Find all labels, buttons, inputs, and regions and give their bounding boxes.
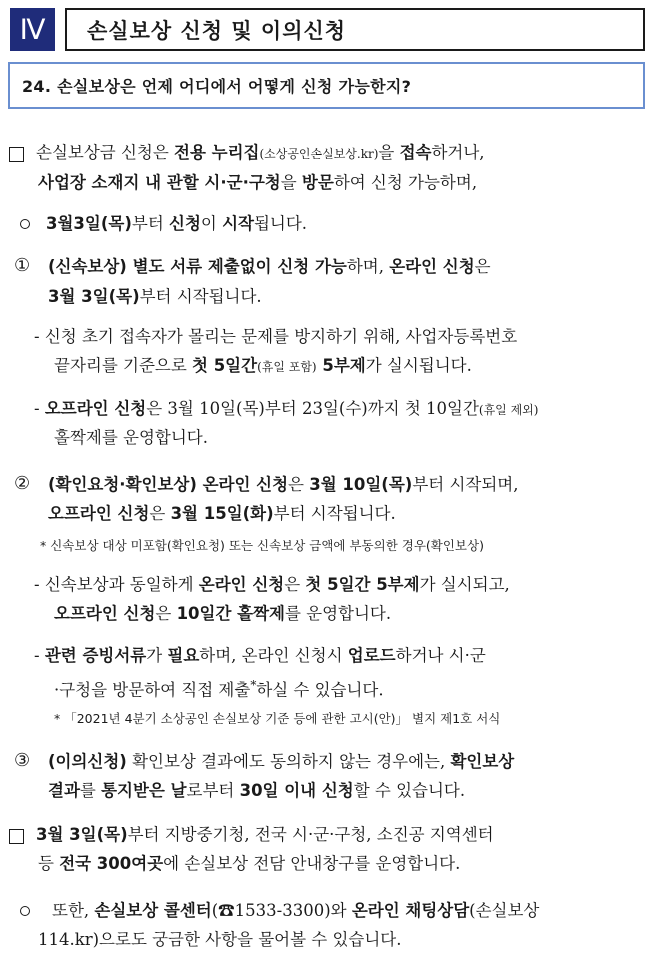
final-line2: 114.kr)으로도 궁금한 사항을 물어볼 수 있습니다. [38, 930, 402, 949]
section1-line2: 사업장 소재지 내 관할 시·군·구청을 방문하여 신청 가능하며, [38, 173, 478, 192]
item1-detail2-line2: 홀짝제를 운영합니다. [54, 428, 208, 447]
item3-line1: (이의신청) 확인보상 결과에도 동의하지 않는 경우에는, 확인보상 [48, 752, 515, 771]
item2-note2: * 「2021년 4분기 소상공인 손실보상 기준 등에 관한 고시(안)」 별지 제1호 서식 [54, 711, 501, 726]
item2-line1: (확인요청·확인보상) 온라인 신청은 3월 10일(목)부터 시작되며, [48, 475, 519, 494]
item2-note: * 신속보상 대상 미포함(확인요청) 또는 신속보상 금액에 부동의한 경우(확인보상) [40, 538, 484, 553]
item1-detail1-line1: - 신청 초기 접속자가 몰리는 문제를 방지하기 위해, 사업자등록번호 [34, 327, 518, 346]
final-line1: 또한, 손실보상 콜센터(☎1533-3300)와 온라인 채팅상담(손실보상 [52, 901, 540, 920]
section-number: Ⅳ [10, 8, 55, 51]
circle-bullet-icon [20, 906, 30, 916]
question-box: 24. 손실보상은 언제 어디에서 어떻게 신청 가능한지? [8, 62, 645, 109]
start-line: 3월3일(목)부터 신청이 시작됩니다. [46, 214, 308, 233]
item1-marker: ① [14, 255, 31, 276]
item3-marker: ③ [14, 750, 31, 771]
circle-bullet-icon [20, 219, 30, 229]
item2-detail2-line1: - 관련 증빙서류가 필요하며, 온라인 신청시 업로드하거나 시·군 [34, 646, 486, 665]
item2-detail2-line2: ·구청을 방문하여 직접 제출*하실 수 있습니다. [54, 678, 384, 700]
item2-line2: 오프라인 신청은 3월 15일(화)부터 시작됩니다. [48, 504, 396, 523]
item2-detail1-line2: 오프라인 신청은 10일간 홀짝제를 운영합니다. [54, 604, 392, 623]
item1-line2: 3월 3일(목)부터 시작됩니다. [48, 287, 262, 306]
item2-detail1-line1: - 신속보상과 동일하게 온라인 신청은 첫 5일간 5부제가 실시되고, [34, 575, 510, 594]
section2-line1: 3월 3일(목)부터 지방중기청, 전국 시·군·구청, 소진공 지역센터 [36, 825, 494, 844]
square-bullet-icon [9, 147, 24, 162]
section-title: 손실보상 신청 및 이의신청 [65, 8, 645, 51]
item1-line1: (신속보상) 별도 서류 제출없이 신청 가능하며, 온라인 신청은 [48, 257, 491, 276]
item1-detail1-line2: 끝자리를 기준으로 첫 5일간(휴일 포함) 5부제가 실시됩니다. [54, 356, 472, 375]
item3-line2: 결과를 통지받은 날로부터 30일 이내 신청할 수 있습니다. [48, 781, 466, 800]
item2-marker: ② [14, 473, 31, 494]
item1-detail2-line1: - 오프라인 신청은 3월 10일(목)부터 23일(수)까지 첫 10일간(휴일 제외) [34, 399, 539, 418]
square-bullet-icon [9, 829, 24, 844]
section2-line2: 등 전국 300여곳에 손실보상 전담 안내창구를 운영합니다. [38, 854, 461, 873]
section-header [10, 8, 645, 51]
section1-line1: 손실보상금 신청은 전용 누리집(소상공인손실보상.kr)을 접속하거나, [36, 143, 485, 162]
